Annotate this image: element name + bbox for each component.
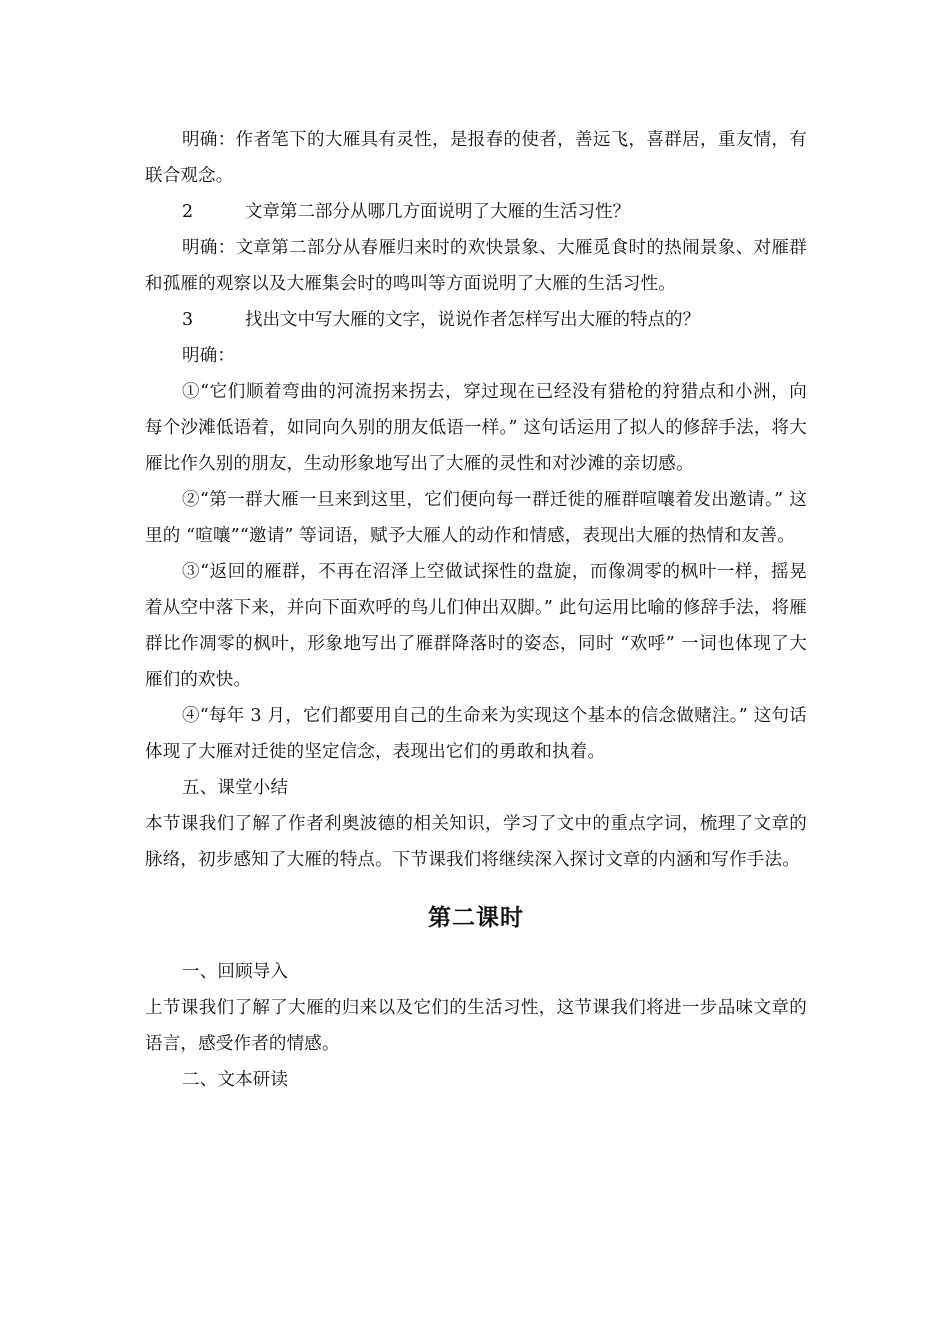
- question-3: [145, 302, 807, 338]
- answer-3-label: 明确：: [182, 346, 236, 366]
- question-2: [145, 194, 807, 230]
- answer-2: 明确：文章第二部分从春雁归来时的欢快景象、大雁觅食时的热闹景象、对雁群和孤雁的观察以及大雁集会时的鸣叫等方面说明了大雁的生活习性。: [145, 238, 807, 294]
- answer-3-item-2: ②“第一群大雁一旦来到这里，它们便向每一群迁徙的雁群喧嚷着发出邀请。” 这里的 “喧嚷”“邀请” 等词语，赋予大雁人的动作和情感，表现出大雁的热情和友善。: [145, 490, 807, 546]
- question-2-text: 文章第二部分从哪几方面说明了大雁的生活习性？: [245, 202, 630, 222]
- question-3-number: 3: [182, 310, 194, 330]
- study-heading: 二、文本研读: [182, 1070, 289, 1090]
- answer-3-item-1: ①“它们顺着弯曲的河流拐来拐去，穿过现在已经没有猎枪的狩猎点和小洲，向每个沙滩低语着，如同向久别的朋友低语一样。” 这句话运用了拟人的修辞手法，将大雁比作久别的朋友，生动形象地写出了大雁的灵性和对沙滩的亲切感。: [145, 382, 807, 474]
- lesson-2-title: 第二课时: [428, 905, 524, 931]
- answer-3-item-3: ③“返回的雁群，不再在沼泽上空做试探性的盘旋，而像凋零的枫叶一样，摇晃着从空中落下来，并向下面欢呼的鸟儿们伸出双脚。” 此句运用比喻的修辞手法，将雁群比作凋零的枫叶，形象地写出了雁群降落时的姿态，同时 “欢呼” 一词也体现了大雁们的欢快。: [145, 562, 807, 690]
- question-2-number: 2: [182, 202, 194, 222]
- summary-heading: 五、课堂小结: [182, 778, 289, 798]
- review-text: 上节课我们了解了大雁的归来以及它们的生活习性，这节课我们将进一步品味文章的语言，感受作者的情感。: [145, 998, 807, 1054]
- review-heading: 一、回顾导入: [182, 962, 289, 982]
- document-body: [145, 122, 807, 1098]
- summary-text: 本节课我们了解了作者利奥波德的相关知识，学习了文中的重点字词，梳理了文章的脉络，初步感知了大雁的特点。下节课我们将继续深入探讨文章的内涵和写作手法。: [145, 814, 807, 870]
- answer-3-item-4: ④“每年 3 月，它们都要用自己的生命来为实现这个基本的信念做赌注。” 这句话体现了大雁对迁徙的坚定信念，表现出它们的勇敢和执着。: [145, 706, 807, 762]
- answer-1: 明确：作者笔下的大雁具有灵性，是报春的使者，善远飞，喜群居，重友情，有联合观念。: [145, 130, 807, 186]
- question-3-text: 找出文中写大雁的文字，说说作者怎样写出大雁的特点的？: [245, 310, 700, 330]
